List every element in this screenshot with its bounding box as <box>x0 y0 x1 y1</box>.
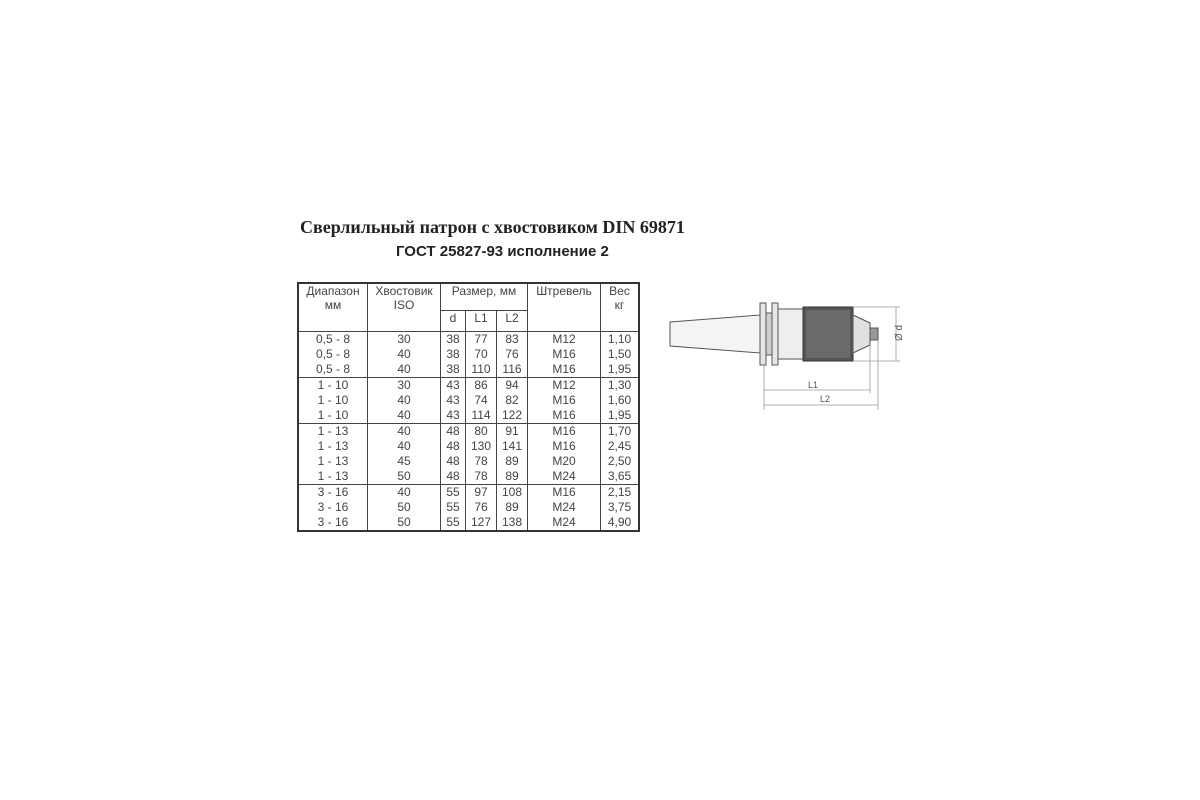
document-title: Сверлильный патрон с хвостовиком DIN 69871 <box>300 217 685 237</box>
cell-value: 55 <box>446 515 460 529</box>
table-row-group <box>298 424 639 485</box>
cell-value: 94 <box>505 378 519 392</box>
cell-d <box>441 485 466 532</box>
cell-l1 <box>466 332 497 378</box>
dim-d-label: Ø d <box>894 324 905 341</box>
cell-value: 55 <box>446 485 460 499</box>
cell-value: 50 <box>397 515 411 529</box>
cell-shank <box>368 332 441 378</box>
cell-value: 40 <box>397 439 411 453</box>
chuck-body <box>778 309 803 359</box>
cell-value: 74 <box>474 393 488 407</box>
cell-value: 3,65 <box>607 469 632 483</box>
cell-value: 3 - 16 <box>317 515 349 529</box>
cell-pull-stud <box>528 332 601 378</box>
cell-value: 3 - 16 <box>317 485 349 499</box>
flange-1 <box>760 303 766 365</box>
cell-value: 1,50 <box>607 347 632 361</box>
cell-value: 38 <box>446 332 460 346</box>
cell-weight <box>601 378 640 424</box>
cell-value: 70 <box>474 347 488 361</box>
cell-value: 40 <box>397 485 411 499</box>
dim-l1-label: L1 <box>808 380 819 390</box>
cell-value: M24 <box>552 500 576 514</box>
cell-value: 50 <box>397 500 411 514</box>
cell-value: 1,30 <box>607 378 632 392</box>
cell-value: 0,5 - 8 <box>315 362 351 376</box>
cell-value: 30 <box>397 378 411 392</box>
cell-value: 89 <box>505 500 519 514</box>
cell-value: 122 <box>501 408 523 422</box>
cell-weight <box>601 485 640 532</box>
document-subtitle: ГОСТ 25827-93 исполнение 2 <box>396 243 609 260</box>
flange-2 <box>772 303 778 365</box>
cell-value: 130 <box>470 439 492 453</box>
cell-value: M24 <box>552 469 576 483</box>
cell-value: 1 - 10 <box>317 393 349 407</box>
header-l1: L1 <box>466 311 497 332</box>
cell-l2 <box>497 378 528 424</box>
cell-range <box>298 424 368 485</box>
cell-value: 3,75 <box>607 500 632 514</box>
table-row-group <box>298 485 639 532</box>
header-size: Размер, мм <box>441 283 528 311</box>
cell-value: 3 - 16 <box>317 500 349 514</box>
cell-l1 <box>466 485 497 532</box>
drill-chuck-drawing <box>660 285 910 415</box>
dim-l2-label: L2 <box>820 394 831 404</box>
cell-value: M12 <box>552 378 576 392</box>
cell-d <box>441 332 466 378</box>
cell-value: 0,5 - 8 <box>315 332 351 346</box>
cell-value: 89 <box>505 469 519 483</box>
cell-shank <box>368 378 441 424</box>
cell-value: M16 <box>552 424 576 438</box>
cell-value: 40 <box>397 408 411 422</box>
cell-value: 48 <box>446 469 460 483</box>
flange-groove <box>766 313 772 355</box>
header-pull-stud: Штревель <box>528 283 601 332</box>
cell-value: 48 <box>446 424 460 438</box>
cell-value: 80 <box>474 424 488 438</box>
cell-value: M16 <box>552 393 576 407</box>
cell-value: 1 - 13 <box>317 469 349 483</box>
cell-value: 78 <box>474 454 488 468</box>
spec-table <box>297 282 640 532</box>
cell-value: 77 <box>474 332 488 346</box>
cell-value: M16 <box>552 485 576 499</box>
cell-value: 48 <box>446 454 460 468</box>
cell-value: 1,95 <box>607 362 632 376</box>
cell-value: 76 <box>505 347 519 361</box>
cell-value: 40 <box>397 347 411 361</box>
cell-value: M12 <box>552 332 576 346</box>
cell-value: 83 <box>505 332 519 346</box>
cell-d <box>441 378 466 424</box>
cell-shank <box>368 485 441 532</box>
cell-value: 110 <box>471 362 491 376</box>
cell-weight <box>601 424 640 485</box>
cell-value: 38 <box>446 362 460 376</box>
cell-l2 <box>497 332 528 378</box>
cell-l1 <box>466 424 497 485</box>
header-l2: L2 <box>497 311 528 332</box>
cell-value: 40 <box>397 424 411 438</box>
cell-pull-stud <box>528 424 601 485</box>
cell-value: M16 <box>552 439 576 453</box>
cell-value: 1 - 13 <box>317 439 349 453</box>
cell-l2 <box>497 424 528 485</box>
cell-value: 40 <box>397 362 411 376</box>
cell-value: 127 <box>470 515 492 529</box>
cell-value: 89 <box>505 454 519 468</box>
cell-value: 138 <box>501 515 523 529</box>
cell-value: M20 <box>552 454 576 468</box>
cell-l2 <box>497 485 528 532</box>
cell-value: 48 <box>446 439 460 453</box>
cell-value: 43 <box>446 408 460 422</box>
chuck-nose <box>853 315 870 353</box>
cell-value: M16 <box>552 408 576 422</box>
header-range: Диапазон мм <box>298 283 368 332</box>
cell-value: 43 <box>446 378 460 392</box>
cell-value: 40 <box>397 393 411 407</box>
cell-range <box>298 332 368 378</box>
cell-value: 78 <box>474 469 488 483</box>
header-d: d <box>441 311 466 332</box>
cell-l1 <box>466 378 497 424</box>
cell-value: 38 <box>446 347 460 361</box>
cell-value: 1 - 13 <box>317 424 349 438</box>
header-weight: Вес кг <box>601 283 640 332</box>
cell-value: 82 <box>505 393 519 407</box>
cell-value: 1 - 10 <box>317 408 349 422</box>
cell-value: 1,70 <box>607 424 632 438</box>
cell-weight <box>601 332 640 378</box>
cell-pull-stud <box>528 378 601 424</box>
table-row-group <box>298 332 639 378</box>
cell-value: 1,60 <box>607 393 632 407</box>
jaws <box>870 328 878 340</box>
header-shank: Хвостовик ISO <box>368 283 441 332</box>
cell-value: 116 <box>502 362 522 376</box>
cell-value: 91 <box>505 424 519 438</box>
cell-value: 97 <box>474 485 488 499</box>
cell-value: 55 <box>446 500 460 514</box>
cell-value: M16 <box>552 347 576 361</box>
cell-value: 50 <box>397 469 411 483</box>
cell-range <box>298 485 368 532</box>
taper-shank <box>670 315 760 353</box>
table-row-group <box>298 378 639 424</box>
cell-value: 1,95 <box>607 408 632 422</box>
cell-value: M16 <box>552 362 576 376</box>
cell-value: 108 <box>501 485 523 499</box>
cell-shank <box>368 424 441 485</box>
cell-value: 141 <box>501 439 523 453</box>
cell-value: 2,15 <box>607 485 632 499</box>
cell-value: 2,45 <box>607 439 632 453</box>
cell-value: 114 <box>471 408 491 422</box>
cell-value: 2,50 <box>607 454 632 468</box>
cell-range <box>298 378 368 424</box>
cell-value: 45 <box>397 454 411 468</box>
cell-value: 1 - 10 <box>317 378 349 392</box>
cell-value: 0,5 - 8 <box>315 347 351 361</box>
cell-value: 1,10 <box>607 332 632 346</box>
cell-value: M24 <box>552 515 576 529</box>
cell-value: 76 <box>474 500 488 514</box>
cell-value: 1 - 13 <box>317 454 349 468</box>
cell-pull-stud <box>528 485 601 532</box>
cell-value: 43 <box>446 393 460 407</box>
cell-value: 30 <box>397 332 411 346</box>
cell-value: 4,90 <box>607 515 632 529</box>
cell-d <box>441 424 466 485</box>
cell-value: 86 <box>474 378 488 392</box>
